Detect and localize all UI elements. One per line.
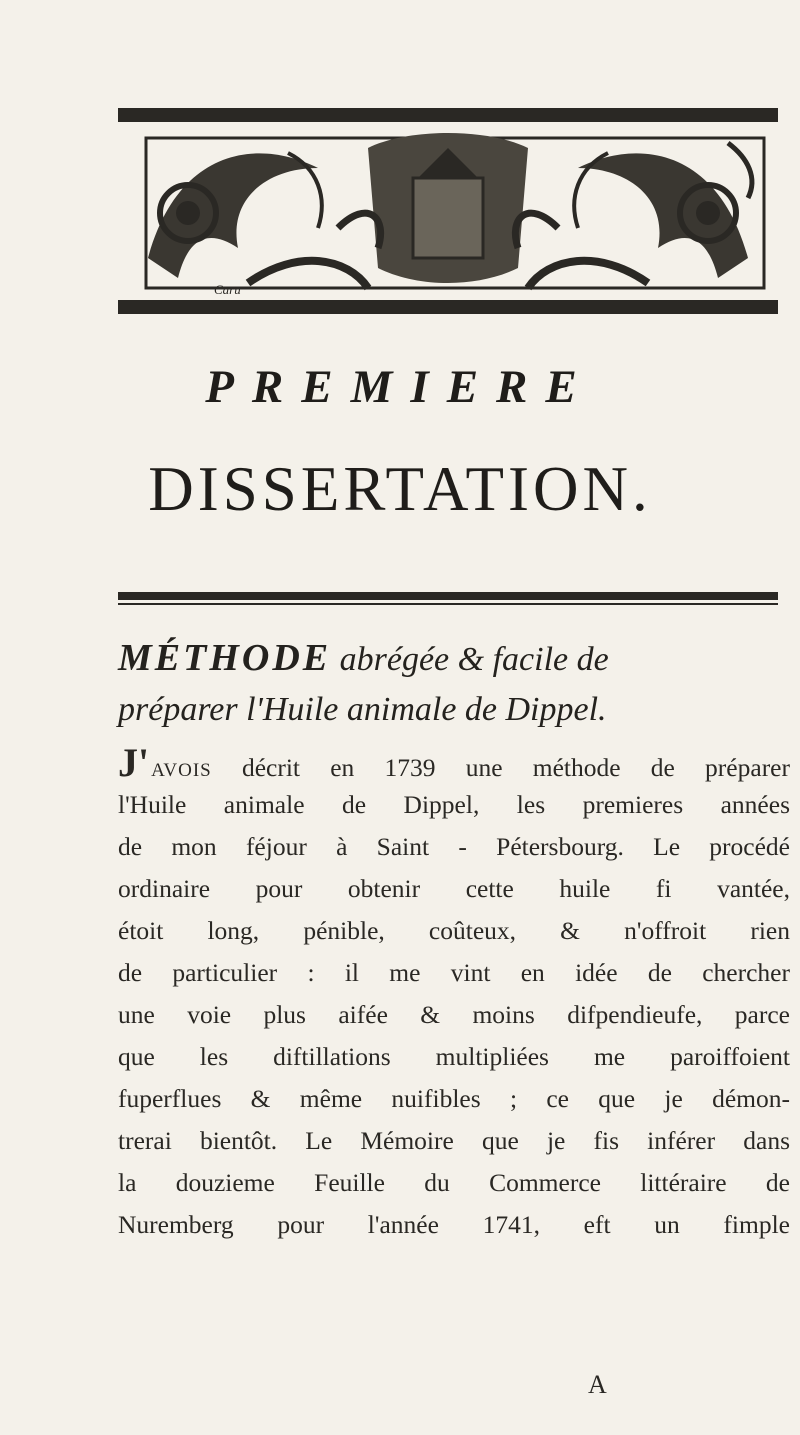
body-paragraph — [118, 742, 790, 1246]
engraver-mark: Caru — [214, 282, 241, 297]
smallcaps-word: AVOIS — [151, 760, 212, 781]
dropcap: J' — [118, 740, 150, 785]
body-line: de mon féjour à Saint - Pétersbourg. Le procédé — [118, 832, 790, 861]
body-line: une voie plus aifée & moins difpendieufe, parce — [118, 1000, 790, 1029]
rule-thick — [118, 592, 778, 600]
body-line: trerai bientôt. Le Mémoire que je fis inférer dans — [118, 1126, 790, 1155]
body-line: l'Huile animale de Dippel, les premieres années — [118, 790, 790, 819]
body-line: J' AVOIS décrit en 1739 une méthode de préparer — [118, 740, 790, 785]
subtitle-rest: abrégée & facile de — [339, 641, 609, 678]
subtitle-line-1 — [118, 633, 788, 685]
subtitle — [118, 633, 788, 735]
body-line: que les diftillations multipliées me paroiffoient — [118, 1042, 790, 1071]
rule-thin — [118, 603, 778, 605]
heading-line-2: DISSERTATION. — [148, 454, 652, 524]
body-line: de particulier : il me vint en idée de chercher — [118, 958, 790, 987]
body-line: ordinaire pour obtenir cette huile fi vantée, — [118, 874, 790, 903]
body-line: la douzieme Feuille du Commerce littéraire de — [118, 1168, 790, 1197]
double-rule — [118, 592, 778, 605]
engraved-ornament-icon — [118, 108, 778, 314]
subtitle-line-2: préparer l'Huile animale de Dippel. — [118, 691, 607, 728]
signature-mark: A — [588, 1370, 607, 1399]
body-line: fuperflues & même nuifibles ; ce que je démon- — [118, 1084, 790, 1113]
body-line: étoit long, pénible, coûteux, & n'offroit rien — [118, 916, 790, 945]
subtitle-lead: MÉTHODE — [118, 637, 332, 679]
headpiece-ornament — [118, 108, 778, 314]
heading-line-1: PREMIERE — [205, 361, 595, 413]
body-line: Nuremberg pour l'année 1741, eft un fimple — [118, 1210, 790, 1239]
